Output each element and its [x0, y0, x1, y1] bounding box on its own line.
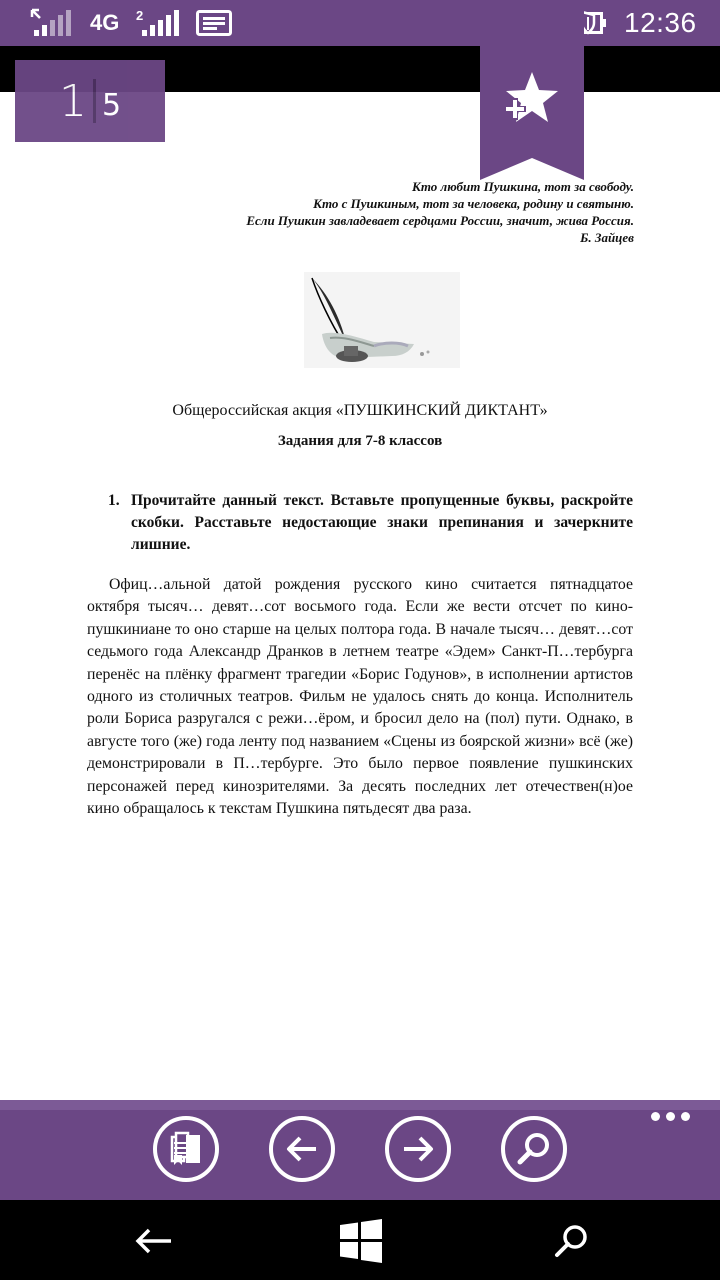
arrow-right-icon [398, 1129, 438, 1169]
more-dot-icon [681, 1112, 690, 1121]
back-arrow-icon [133, 1225, 173, 1257]
epigraph-line: Кто любит Пушкина, тот за свободу. [412, 179, 634, 194]
sim2-label: 2 [136, 8, 144, 23]
bookmarks-list-button[interactable] [153, 1116, 219, 1182]
app-bar [0, 1100, 720, 1200]
current-page-number: 1 [58, 75, 87, 127]
dictation-text: Офиц…альной датой рождения русского кино считается пятнадцатое октября тысяч… девят…сот восьмого года. Если же вести отсчет по кино-пушкиниане то оно старше на целых полтора года. В начале тысяч… девят…сот седьмого года Александр Дранков в летнем театре «Эдем» Санкт-П…тербурга перенёс на плёнку фрагмент трагедии «Борис Годунов», в исполнении артистов одного из столичных театров. Фильм не удалось снять до конца. Исполнитель роли Бориса разругался с режи…ёром, и бросил дело на (пол) пути. Однако, в августе того (же) года ленту под названием «Сцены из боярской жизни» всё (же) демонстрировали в П…тербурге. Это было первое появление пушкинских персонажей перед кинозрителями. За десять последних лет отечествен(н)ое кино обращалось к текстам Пушкина пятьдесят два раза. [87, 576, 633, 818]
document-subtitle: Задания для 7-8 классов [277, 433, 443, 449]
more-options-button[interactable] [651, 1112, 690, 1121]
bookmarks-icon [166, 1129, 206, 1169]
message-icon [196, 0, 232, 46]
quill-illustration [304, 272, 460, 368]
system-search-button[interactable] [548, 1218, 594, 1264]
navigation-bar [0, 1200, 720, 1280]
previous-page-button[interactable] [269, 1116, 335, 1182]
status-bar [0, 0, 720, 46]
search-icon [551, 1221, 591, 1261]
document-title: Общероссийская акция «ПУШКИНСКИЙ ДИКТАНТ» [172, 402, 548, 419]
page-counter-divider [93, 79, 96, 123]
task-text: Прочитайте данный текст. Вставьте пропущенные буквы, раскройте скобки. Расставьте недостающие знаки препинания и зачеркните лишние. [131, 492, 633, 553]
epigraph-line: Если Пушкин завладевает сердцами России, значит, жива Россия. [246, 213, 634, 228]
start-button[interactable] [338, 1218, 384, 1264]
more-dot-icon [666, 1112, 675, 1121]
epigraph-line: Кто с Пушкиным, тот за человека, родину и святыню. [313, 196, 634, 211]
arrow-left-icon [282, 1129, 322, 1169]
search-button[interactable] [501, 1116, 567, 1182]
app-bar-handle[interactable] [0, 1100, 720, 1110]
add-bookmark-button[interactable] [480, 0, 584, 180]
signal-strength-icon [30, 0, 74, 46]
task-number: 1. [108, 492, 120, 509]
windows-logo-icon [339, 1219, 383, 1263]
search-icon [514, 1129, 554, 1169]
clock: 12:36 [624, 7, 697, 38]
task-1 [108, 490, 633, 556]
epigraph-author: Б. Зайцев [580, 230, 634, 245]
network-type-label: 4G [90, 10, 120, 35]
sim2-signal-icon [136, 0, 182, 46]
page-counter[interactable] [15, 60, 165, 142]
next-page-button[interactable] [385, 1116, 451, 1182]
epigraph [114, 178, 634, 246]
back-button[interactable] [130, 1218, 176, 1264]
more-dot-icon [651, 1112, 660, 1121]
total-pages-number: 5 [101, 87, 122, 123]
